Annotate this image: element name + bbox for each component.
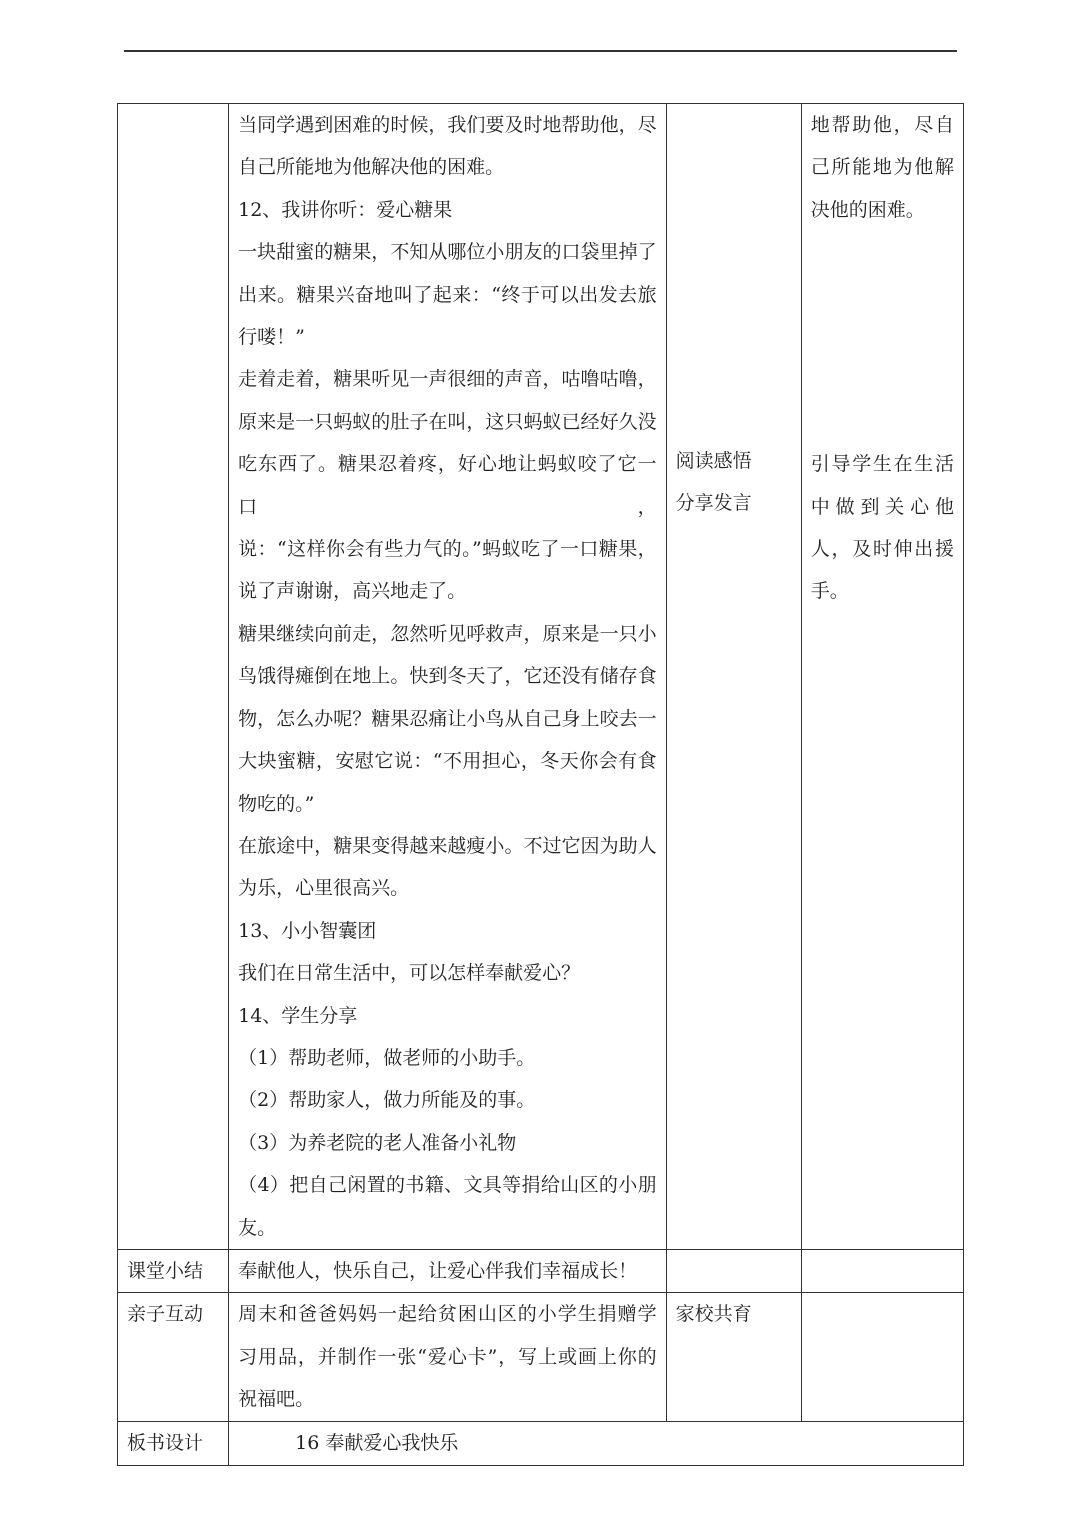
- content-line: 在旅途中，糖果变得越来越瘦小。不过它因为助人: [238, 834, 657, 857]
- content-line: 出来。糖果兴奋地叫了起来：“终于可以出发去旅: [238, 283, 657, 306]
- content-line: （3）为养老院的老人准备小礼物: [238, 1131, 517, 1154]
- content-line: 我们在日常生活中，可以怎样奉献爱心？: [238, 962, 581, 985]
- purpose-line: 引导学生在生活: [810, 453, 954, 476]
- method-block: [676, 104, 792, 525]
- content-line: 鸟饿得瘫倒在地上。快到冬天了，它还没有储存食: [238, 665, 657, 688]
- content-line: 物吃的。”: [238, 792, 315, 815]
- main-content-cell: [229, 104, 667, 1250]
- board-content-cell: [229, 1422, 964, 1465]
- interact-label: 亲子互动: [118, 1293, 229, 1422]
- content-line: （2）帮助家人，做力所能及的事。: [238, 1089, 536, 1112]
- summary-purpose: [801, 1249, 963, 1292]
- board-title: 16 奉献爱心我快乐: [295, 1432, 459, 1455]
- interact-line: 祝福吧。: [238, 1388, 315, 1411]
- interact-purpose: [801, 1293, 963, 1422]
- content-line: 12、我讲你听：爱心糖果: [238, 198, 453, 221]
- content-line: 原来是一只蚂蚁的肚子在叫，这只蚂蚁已经好久没: [238, 410, 657, 433]
- method-line: 分享发言: [675, 492, 752, 515]
- content-line: 14、学生分享: [238, 1004, 358, 1027]
- summary-method: [666, 1249, 801, 1292]
- content-line: 吃东西了。糖果忍着疼，好心地让蚂蚁咬了它一口，: [238, 453, 657, 518]
- lesson-plan-table: [117, 103, 964, 1466]
- table-row-board: [118, 1422, 964, 1465]
- purpose-line: 手。: [810, 580, 849, 603]
- content-line: 当同学遇到困难的时候，我们要及时地帮助他，尽: [238, 114, 657, 136]
- table-row-main: [118, 104, 964, 1250]
- content-line: （1）帮助老师，做老师的小助手。: [238, 1046, 536, 1069]
- interact-content-cell: [229, 1293, 667, 1422]
- method-line: 阅读感悟: [675, 450, 752, 472]
- table-row-summary: [118, 1249, 964, 1292]
- content-line: 物，怎么办呢？糖果忍痛让小鸟从自己身上咬去一: [238, 707, 657, 730]
- table-row-interact: [118, 1293, 964, 1422]
- content-line: 走着走着，糖果听见一声很细的声音，咕噜咕噜，: [238, 368, 657, 391]
- content-line: 说：“这样你会有些力气的。”蚂蚁吃了一口糖果，: [238, 538, 657, 561]
- purpose-line: 决他的困难。: [810, 198, 925, 221]
- purpose-block-bottom: [811, 443, 954, 613]
- content-line: 说了声谢谢，高兴地走了。: [238, 580, 467, 603]
- main-purpose-cell: [801, 104, 963, 1250]
- header-rule: [124, 50, 957, 52]
- content-line: 一块甜蜜的糖果，不知从哪位小朋友的口袋里掉了: [238, 241, 657, 264]
- interact-method: 家校共育: [666, 1293, 801, 1422]
- interact-line: 习用品，并制作一张“爱心卡”，写上或画上你的: [238, 1345, 657, 1368]
- purpose-line: 中做到关心他: [810, 495, 954, 518]
- content-line: （4）把自己闲置的书籍、文具等捐给山区的小朋: [238, 1174, 657, 1197]
- purpose-line: 己所能地为他解: [810, 156, 954, 179]
- purpose-line: 地帮助他，尽自: [810, 114, 954, 136]
- main-label-cell: [118, 104, 229, 1250]
- summary-label: 课堂小结: [118, 1249, 229, 1292]
- content-line: 自己所能地为他解决他的困难。: [238, 156, 505, 179]
- content-line: 为乐，心里很高兴。: [238, 877, 410, 900]
- purpose-block-top: [811, 104, 954, 231]
- board-label: 板书设计: [118, 1422, 229, 1465]
- content-line: 13、小小智囊团: [238, 919, 377, 942]
- content-line: 友。: [238, 1216, 277, 1239]
- purpose-line: 人，及时伸出援: [810, 538, 954, 561]
- main-method-cell: [666, 104, 801, 1250]
- content-line: 糖果继续向前走，忽然听见呼救声，原来是一只小: [238, 622, 657, 645]
- content-line: 行喽！”: [238, 326, 305, 349]
- interact-line: 周末和爸爸妈妈一起给贫困山区的小学生捐赠学: [238, 1303, 657, 1326]
- content-line: 大块蜜糖，安慰它说：“不用担心，冬天你会有食: [238, 750, 657, 773]
- summary-content: 奉献他人，快乐自己，让爱心伴我们幸福成长！: [229, 1249, 667, 1292]
